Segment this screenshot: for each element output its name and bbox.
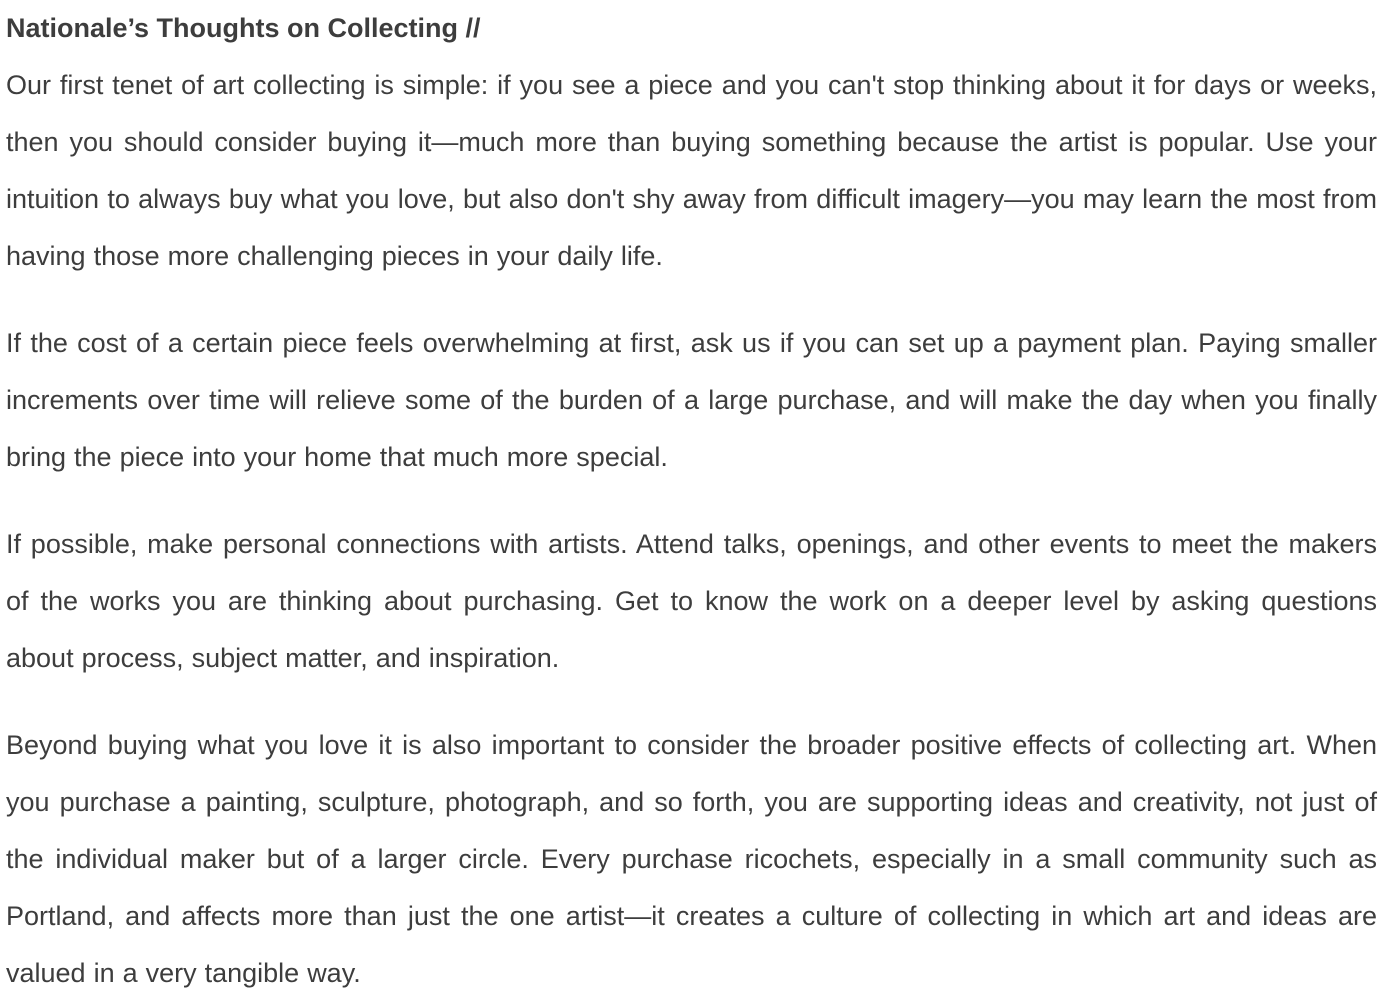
article-paragraph-3: If possible, make personal connections with artists. Attend talks, openings, and other events to meet the makers of the works you are thinking about purchasing. Get to know the work on a deeper level by asking questions about process, subject matter, and inspiration. <box>6 529 1377 673</box>
article-paragraph-2: If the cost of a certain piece feels overwhelming at first, ask us if you can set up a payment plan. Paying smaller increments over time will relieve some of the burden of a large purchase, and will make the day when you finally bring the piece into your home that much more special. <box>6 328 1377 472</box>
article-title: Nationale’s Thoughts on Collecting // <box>6 13 481 43</box>
article <box>6 0 1377 1002</box>
article-paragraph-4: Beyond buying what you love it is also important to consider the broader positive effects of collecting art. When you purchase a painting, sculpture, photograph, and so forth, you are supporting ideas and creativity, not just of the individual maker but of a larger circle. Every purchase ricochets, especially in a small community such as Portland, and affects more than just the one artist—it creates a culture of collecting in which art and ideas are valued in a very tangible way. <box>6 730 1377 988</box>
article-paragraph-1: Our first tenet of art collecting is simple: if you see a piece and you can't stop thinking about it for days or weeks, then you should consider buying it—much more than buying something because the artist is popular. Use your intuition to always buy what you love, but also don't shy away from difficult imagery—you may learn the most from having those more challenging pieces in your daily life. <box>6 70 1377 271</box>
